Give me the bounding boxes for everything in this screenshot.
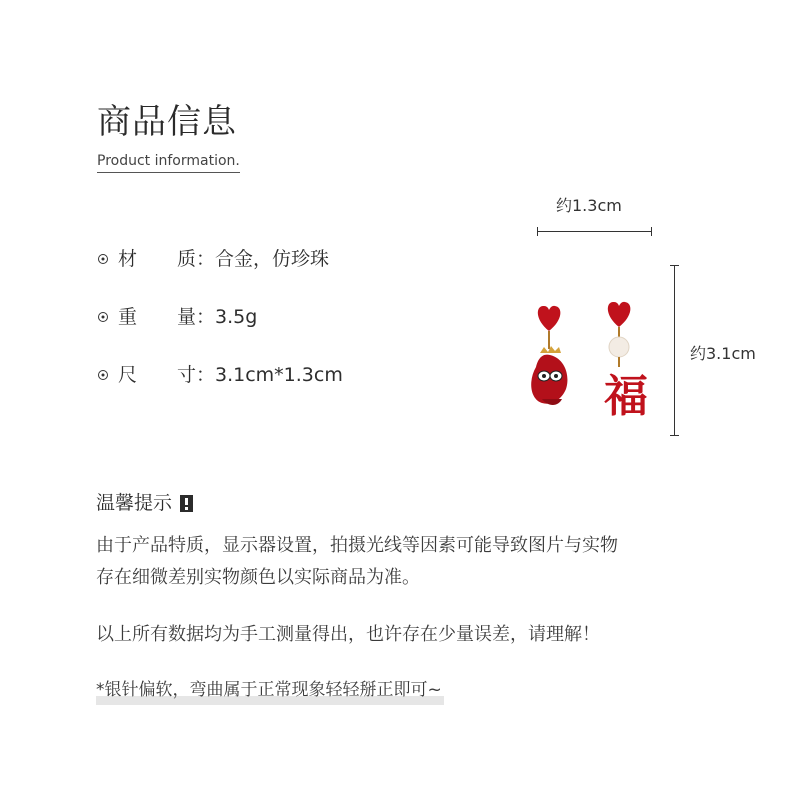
note-block [96, 676, 442, 704]
tips-line-1: 由于产品特质，显示器设置，拍摄光线等因素可能导致图片与实物 [96, 535, 618, 556]
pearl-icon [609, 337, 629, 357]
width-dimension-label: 约1.3cm [556, 196, 622, 215]
heart-stud-icon [608, 302, 631, 327]
note-text: *银针偏软，弯曲属于正常现象轻轻掰正即可~ [96, 680, 442, 700]
tips-title: 温馨提示 [96, 490, 193, 516]
spec-value: 3.1cm*1.3cm [215, 364, 343, 386]
spec-weight [98, 304, 257, 330]
spec-value: 合金，仿珍珠 [215, 248, 330, 270]
fu-character-charm: 福 [604, 371, 648, 422]
page-title: 商品信息 [97, 102, 237, 142]
exclamation-icon [180, 495, 193, 512]
heart-stud-icon [538, 306, 561, 331]
crown-icon [540, 346, 561, 353]
bullet-icon [98, 312, 108, 322]
earrings-image [520, 295, 670, 425]
spec-value: 3.5g [215, 306, 258, 328]
width-dimension-line [537, 231, 652, 232]
left-earring [531, 306, 567, 405]
bullet-icon [98, 254, 108, 264]
height-dimension-line [674, 265, 675, 436]
right-earring [604, 302, 648, 422]
bullet-icon [98, 370, 108, 380]
spec-material [98, 246, 329, 272]
spec-size [98, 362, 343, 388]
page-subtitle: Product information. [97, 152, 240, 173]
spec-label: 材 质： [118, 248, 215, 270]
spec-label: 尺 寸： [118, 364, 215, 386]
tips-line-3: 以上所有数据均为手工测量得出，也许存在少量误差，请理解！ [96, 624, 600, 645]
spec-label: 重 量： [118, 306, 215, 328]
height-dimension-label: 约3.1cm [690, 344, 756, 363]
tips-line-2: 存在细微差别实物颜色以实际商品为准。 [96, 567, 420, 588]
